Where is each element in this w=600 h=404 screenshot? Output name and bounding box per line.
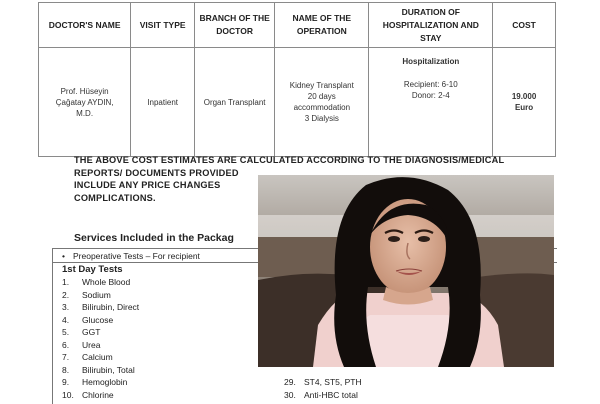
cell-duration — [369, 48, 493, 157]
notice-line: THE ABOVE COST ESTIMATES ARE CALCULATED ACCORDING TO THE DIAGNOSIS/MEDICAL — [74, 155, 505, 165]
item-label: GGT — [82, 327, 101, 337]
list-item — [62, 376, 139, 389]
operation-name: Kidney Transplant — [289, 81, 354, 90]
cell-operation — [275, 48, 369, 157]
header-visit-type: VISIT TYPE — [131, 3, 195, 48]
portrait-illustration — [258, 175, 554, 367]
item-label: ST4, ST5, PTH — [304, 377, 362, 387]
duration-title: Hospitalization — [402, 57, 460, 66]
list-item — [62, 326, 139, 339]
table-header-row — [39, 3, 556, 48]
item-label: Sodium — [82, 289, 111, 300]
operation-detail: accommodation — [293, 103, 351, 112]
preoperative-label: Preoperative Tests – For recipient — [72, 251, 200, 261]
notice-line: REPORTS/ DOCUMENTS PROVIDED — [74, 167, 239, 178]
item-label: Hemoglobin — [82, 377, 128, 387]
cost-currency: Euro — [514, 103, 534, 112]
item-label: Calcium — [82, 352, 113, 362]
item-number: 29. — [284, 377, 296, 387]
header-cost: COST — [493, 3, 556, 48]
operation-detail: 3 Dialysis — [304, 114, 339, 123]
list-item — [62, 276, 139, 289]
item-label: Bilirubin, Direct — [82, 302, 140, 312]
item-number: 8. — [62, 364, 70, 375]
doctor-name-line: Çağatay AYDIN, — [55, 97, 114, 107]
duration-recipient: Recipient: 6-10 — [403, 80, 458, 89]
header-duration: DURATION OF HOSPITALIZATION AND STAY — [369, 3, 493, 48]
item-label: Whole Blood — [82, 277, 131, 287]
cell-visit-type: Inpatient — [131, 48, 195, 157]
list-item — [62, 289, 139, 302]
cost-amount: 19.000 — [511, 92, 537, 101]
cell-branch: Organ Transplant — [195, 48, 275, 157]
header-doctor-name: DOCTOR'S NAME — [39, 3, 131, 48]
item-label: Glucose — [82, 314, 114, 325]
item-label: Anti-HBC total — [304, 389, 358, 400]
cell-cost — [493, 48, 556, 157]
doctor-title: M.D. — [76, 108, 94, 118]
list-item — [62, 314, 139, 327]
list-item — [284, 376, 362, 389]
item-number: 7. — [62, 352, 70, 362]
list-item — [62, 339, 139, 352]
item-number: 2. — [62, 289, 70, 300]
preoperative-item — [62, 251, 200, 261]
item-number: 1. — [62, 277, 70, 287]
item-number: 30. — [284, 389, 296, 400]
list-item — [284, 389, 362, 402]
portrait-photo — [258, 175, 554, 367]
item-number: 10. — [62, 389, 74, 400]
item-number: 3. — [62, 302, 70, 312]
services-title: Services Included in the Packag — [74, 232, 234, 244]
header-branch: BRANCH OF THE DOCTOR — [195, 3, 275, 48]
notice-line: COMPLICATIONS. — [74, 192, 156, 203]
doctor-name-line: Prof. Hüseyin — [60, 86, 109, 96]
item-number: 9. — [62, 377, 70, 387]
tests-list — [62, 276, 139, 401]
list-item — [62, 351, 139, 364]
header-operation: NAME OF THE OPERATION — [275, 3, 369, 48]
bullet-icon: • — [62, 251, 65, 261]
operation-detail: 20 days — [307, 92, 336, 101]
item-label: Bilirubin, Total — [82, 364, 135, 375]
item-label: Chlorine — [82, 389, 114, 400]
tests-list-right — [284, 376, 362, 401]
item-number: 5. — [62, 327, 70, 337]
table-row — [39, 48, 556, 157]
cell-doctor-name — [39, 48, 131, 157]
item-label: Urea — [82, 339, 101, 350]
item-number: 6. — [62, 339, 70, 350]
notice-line: INCLUDE ANY PRICE CHANGES — [74, 180, 221, 190]
cost-table — [38, 2, 556, 157]
divider — [52, 248, 53, 404]
day-tests-title: 1st Day Tests — [62, 264, 123, 275]
list-item — [62, 389, 139, 402]
duration-donor: Donor: 2-4 — [411, 91, 450, 100]
list-item — [62, 301, 139, 314]
list-item — [62, 364, 139, 377]
item-number: 4. — [62, 314, 70, 325]
